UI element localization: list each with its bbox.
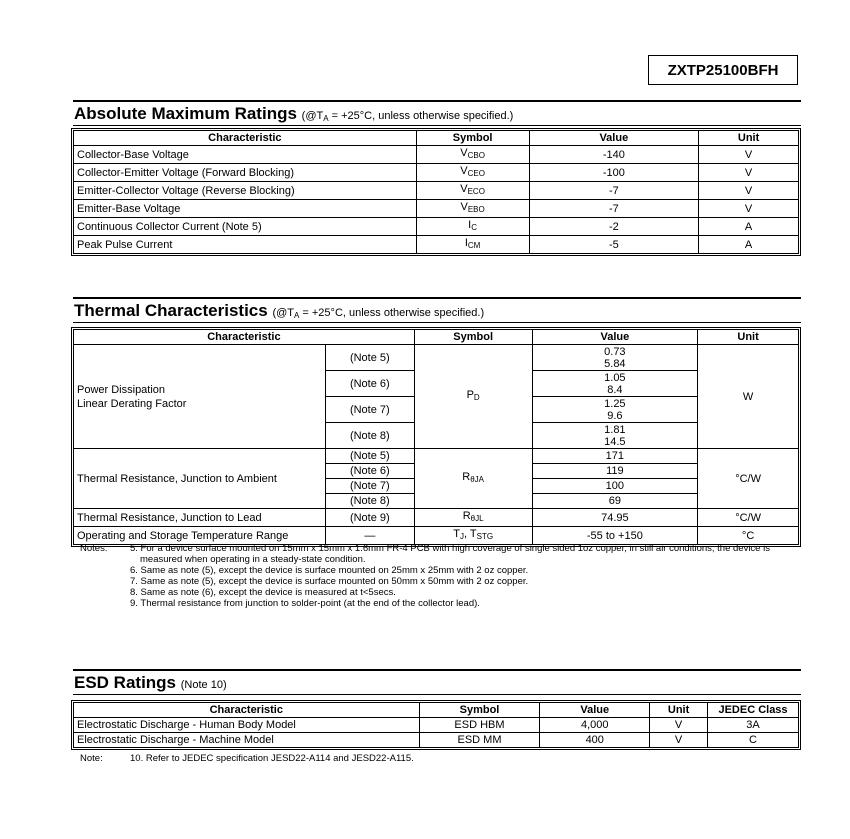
char-cell: Collector-Base Voltage (74, 146, 417, 164)
esd-note-text: 10. Refer to JEDEC specification JESD22-A114 and JESD22-A115. (130, 753, 414, 764)
value-cell: -2 (529, 218, 699, 236)
symbol-cell: ESD MM (419, 733, 540, 748)
table-row (74, 146, 799, 164)
thermal-cond-suffix: = +25°C, unless otherwise specified.) (299, 307, 485, 319)
rja-unit-cell: °C/W (698, 449, 799, 509)
value-cell: 119 (532, 464, 698, 479)
char-cell: Peak Pulse Current (74, 236, 417, 254)
note-cell: (Note 9) (325, 509, 414, 527)
note-cell: (Note 5) (325, 449, 414, 464)
value-cell: 171 (532, 449, 698, 464)
esd-table (73, 702, 799, 748)
esd-title: ESD Ratings (74, 673, 177, 692)
value-cell: 0.73 5.84 (532, 345, 698, 371)
col-value: Value (540, 703, 650, 718)
note-cell: — (325, 527, 414, 545)
thermal-table (73, 329, 799, 545)
value-cell: -100 (529, 164, 699, 182)
abs-max-table (73, 130, 799, 254)
col-characteristic: Characteristic (74, 330, 415, 345)
col-unit: Unit (699, 131, 799, 146)
esd-cond: (Note 10) (180, 679, 227, 691)
pd-char-line2: Linear Derating Factor (77, 397, 187, 410)
class-cell: 3A (708, 718, 799, 733)
abs-max-title: Absolute Maximum Ratings (74, 104, 297, 123)
note-6: 6. Same as note (5), except the device is surface mounted on 25mm x 25mm with 2 oz copper. (130, 565, 529, 576)
thermal-cond-prefix: (@T (272, 307, 294, 319)
char-cell: Continuous Collector Current (Note 5) (74, 218, 417, 236)
notes-label: Notes: (80, 543, 108, 554)
note-cell: (Note 6) (325, 464, 414, 479)
unit-cell: °C/W (698, 509, 799, 527)
unit-cell: V (699, 164, 799, 182)
abs-max-cond-suffix: = +25°C, unless otherwise specified.) (328, 110, 514, 122)
note-5: 5. For a device surface mounted on 15mm x 15mm x 1.6mm FR-4 PCB with high coverage of single sided 1oz copper, in still air conditions; the device is (130, 543, 770, 554)
rja-char-cell: Thermal Resistance, Junction to Ambient (74, 449, 326, 509)
esd-header (73, 669, 801, 695)
note-cell: (Note 8) (325, 494, 414, 509)
symbol-cell: $V_{EBO}$ (416, 200, 529, 218)
table-row (74, 527, 799, 545)
rjl-char-cell: Thermal Resistance, Junction to Lead (74, 509, 326, 527)
abs-max-cond-sub: A (323, 114, 329, 123)
unit-cell: °C (698, 527, 799, 545)
esd-note-label: Note: (80, 753, 103, 764)
symbol-cell: $V_{CEO}$ (416, 164, 529, 182)
symbol-cell: $V_{ECO}$ (416, 182, 529, 200)
note-cell: (Note 7) (325, 397, 414, 423)
value-cell: 100 (532, 479, 698, 494)
char-cell: Emitter-Collector Voltage (Reverse Blocking) (74, 182, 417, 200)
unit-cell: V (650, 718, 708, 733)
table-header-row (74, 330, 799, 345)
symbol-cell: $V_{CBO}$ (416, 146, 529, 164)
table-row (74, 345, 799, 371)
thermal-title: Thermal Characteristics (74, 301, 268, 320)
note-cell: (Note 7) (325, 479, 414, 494)
col-value: Value (532, 330, 698, 345)
pd-char-line1: Power Dissipation (77, 383, 166, 396)
col-symbol: Symbol (414, 330, 532, 345)
abs-max-header (73, 100, 801, 126)
table-row (74, 718, 799, 733)
value-cell: 4,000 (540, 718, 650, 733)
note-5-cont: measured when operating in a steady-state condition. (140, 554, 366, 565)
col-symbol: Symbol (416, 131, 529, 146)
col-value: Value (529, 131, 699, 146)
symbol-cell: $I_C$ (416, 218, 529, 236)
table-row (74, 182, 799, 200)
temp-symbol-cell: $T_J$, $T_{STG}$ (414, 527, 532, 545)
table-row (74, 236, 799, 254)
col-characteristic: Characteristic (74, 703, 420, 718)
note-7: 7. Same as note (5), except the device is surface mounted on 50mm x 50mm with 2 oz copper. (130, 576, 529, 587)
temp-char-cell: Operating and Storage Temperature Range (74, 527, 326, 545)
value-cell: 1.81 14.5 (532, 423, 698, 449)
value-cell: 1.05 8.4 (532, 371, 698, 397)
unit-cell: V (699, 182, 799, 200)
symbol-cell: ESD HBM (419, 718, 540, 733)
table-row (74, 449, 799, 464)
unit-cell: A (699, 218, 799, 236)
value-cell: -5 (529, 236, 699, 254)
abs-max-cond-prefix: (@T (301, 110, 324, 122)
pd-char-cell (74, 345, 326, 449)
char-cell: Electrostatic Discharge - Human Body Model (74, 718, 420, 733)
unit-cell: V (699, 146, 799, 164)
pd-unit-cell: W (698, 345, 799, 449)
col-unit: Unit (698, 330, 799, 345)
note-cell: (Note 6) (325, 371, 414, 397)
table-header-row (74, 703, 799, 718)
char-cell: Electrostatic Discharge - Machine Model (74, 733, 420, 748)
value-cell: 74.95 (532, 509, 698, 527)
char-cell: Emitter-Base Voltage (74, 200, 417, 218)
note-cell: (Note 8) (325, 423, 414, 449)
value-cell: -140 (529, 146, 699, 164)
table-row (74, 218, 799, 236)
symbol-cell: $I_{CM}$ (416, 236, 529, 254)
col-jedec-class: JEDEC Class (708, 703, 799, 718)
unit-cell: A (699, 236, 799, 254)
value-cell: -7 (529, 182, 699, 200)
part-number: ZXTP25100BFH (648, 55, 798, 85)
value-cell: 400 (540, 733, 650, 748)
value-cell: 1.25 9.6 (532, 397, 698, 423)
col-unit: Unit (650, 703, 708, 718)
note-cell: (Note 5) (325, 345, 414, 371)
rja-symbol-cell: $R_{\theta JA}$ (414, 449, 532, 509)
col-characteristic: Characteristic (74, 131, 417, 146)
pd-symbol-cell: $P_D$ (414, 345, 532, 449)
notes-list (130, 543, 840, 609)
thermal-header (73, 297, 801, 323)
class-cell: C (708, 733, 799, 748)
col-symbol: Symbol (419, 703, 540, 718)
table-row (74, 200, 799, 218)
rjl-symbol-cell: $R_{\theta JL}$ (414, 509, 532, 527)
table-header-row (74, 131, 799, 146)
unit-cell: V (650, 733, 708, 748)
unit-cell: V (699, 200, 799, 218)
note-8: 8. Same as note (6), except the device is measured at t<5secs. (130, 587, 396, 598)
table-row (74, 164, 799, 182)
table-row (74, 509, 799, 527)
note-9: 9. Thermal resistance from junction to solder-point (at the end of the collector lead). (130, 598, 480, 609)
value-cell: -7 (529, 200, 699, 218)
value-cell: 69 (532, 494, 698, 509)
char-cell: Collector-Emitter Voltage (Forward Blocking) (74, 164, 417, 182)
thermal-cond-sub: A (294, 311, 300, 320)
table-row (74, 733, 799, 748)
value-cell: -55 to +150 (532, 527, 698, 545)
